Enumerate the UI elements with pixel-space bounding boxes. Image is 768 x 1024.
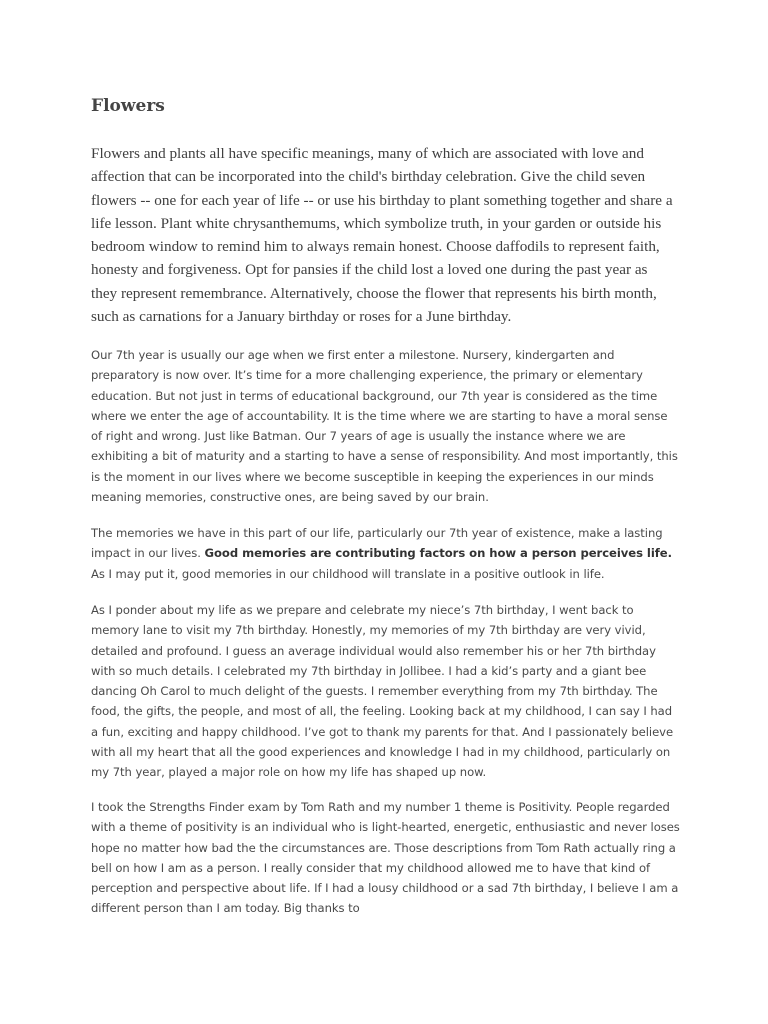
memories-text-start: The memories we have in this part of our life, particularly our 7th year of existence, make a lasting impact in our lives. (91, 526, 663, 561)
memories-bold-statement: Good memories are contributing factors on how a person perceives life. (204, 546, 672, 561)
article-title: Flowers (91, 96, 165, 116)
intro-paragraph: Flowers and plants all have specific meanings, many of which are associated with love and affection that can be incorporated into the child's birthday celebration. Give the child seven flowers -- one for each year of life -- or use his birthday to plant something together and share a life lesson. Plant white chrysanthemums, which symbolize truth, in your garden or outside his bedroom window to remind him to always remain honest. Choose daffodils to represent faith, honesty and forgiveness. Opt for pansies if the child lost a loved one during the past year as they represent remembrance. Alternatively, choose the flower that represents his birth month, such as carnations for a January birthday or roses for a June birthday. (91, 145, 673, 326)
paragraph-memories (91, 523, 681, 584)
paragraph-seventh-year: Our 7th year is usually our age when we first enter a milestone. Nursery, kindergarten and preparatory is now over. It’s time for a more challenging experience, the primary or elementary education. But not just in terms of educational background, our 7th year is considered as the time where we enter the age of accountability. It is the time where we are starting to have a moral sense of right and wrong. Just like Batman. Our 7 years of age is usually the instance where we are exhibiting a bit of maturity and a starting to have a sense of responsibility. And most importantly, this is the moment in our lives where we become susceptible in keeping the experiences in our minds meaning memories, constructive ones, are being saved by our brain. (91, 348, 678, 505)
memories-text-end: As I may put it, good memories in our childhood will translate in a positive outlook in life. (91, 566, 605, 581)
paragraph-niece-birthday: As I ponder about my life as we prepare and celebrate my niece’s 7th birthday, I went back to memory lane to visit my 7th birthday. Honestly, my memories of my 7th birthday are very vivid, detailed and profound. I guess an average individual would also remember his or her 7th birthday with so much details. I celebrated my 7th birthday in Jollibee. I had a kid’s party and a giant bee dancing Oh Carol to much delight of the guests. I remember everything from my 7th birthday. The food, the gifts, the people, and most of all, the feeling. Looking back at my childhood, I can say I had a fun, exciting and happy childhood. I’ve got to thank my parents for that. And I passionately believe with all my heart that all the good experiences and knowledge I had in my childhood, particularly on my 7th year, played a major role on how my life has shaped up now. (91, 603, 674, 780)
paragraph-strengths-finder: I took the Strengths Finder exam by Tom Rath and my number 1 theme is Positivity. People regarded with a theme of positivity is an individual who is light-hearted, energetic, enthusiastic and never loses hope no matter how bad the the circumstances are. Those descriptions from Tom Rath actually ring a bell on how I am as a person. I really consider that my childhood allowed me to have that kind of perception and perspective about life. If I had a lousy childhood or a sad 7th birthday, I believe I am a different person than I am today. Big thanks to (91, 800, 680, 916)
